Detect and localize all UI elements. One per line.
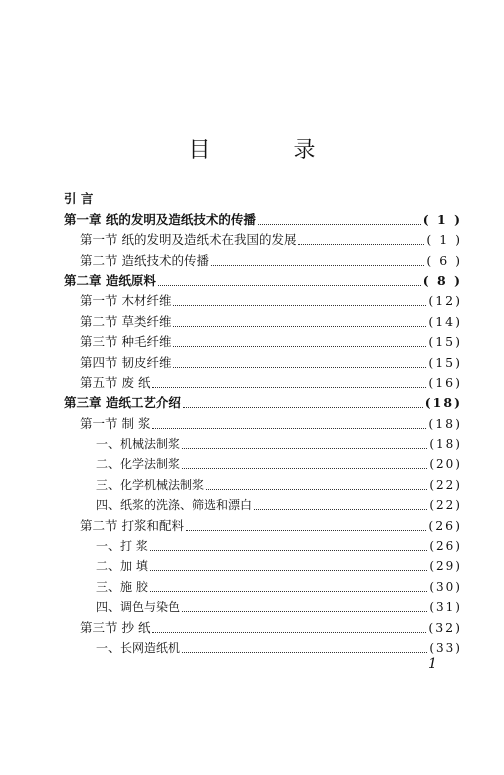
toc-entry-label: 引 言 (64, 191, 94, 207)
toc-entry (64, 269, 462, 289)
toc-entry-page: (22) (429, 498, 462, 513)
toc-entry-label: 第一章 纸的发明及造纸技术的传播 (64, 211, 256, 227)
page-title: 目 录 (188, 138, 354, 163)
dot-leader (206, 489, 427, 490)
toc-entry (64, 207, 462, 227)
toc-entry-label: 第三节 抄 纸 (80, 619, 151, 635)
dot-leader (150, 550, 428, 551)
toc-entry (64, 228, 462, 248)
toc-entry (64, 411, 462, 431)
toc-entry-page: (16) (428, 374, 462, 390)
dot-leader (182, 468, 427, 469)
toc-entry (64, 554, 462, 574)
toc-entry-page: (33) (429, 640, 462, 655)
toc-entry-page: (14) (428, 313, 462, 329)
toc-entry-label: 第四节 韧皮纤维 (80, 354, 172, 370)
toc-entry (64, 493, 462, 513)
toc-entry-page: (26) (428, 517, 462, 533)
dot-leader (150, 591, 428, 592)
dot-leader (173, 305, 426, 306)
toc-entry-label: 第二节 草类纤维 (80, 313, 172, 329)
toc-entry (64, 574, 462, 594)
toc-entry-page: ( 6 ) (426, 252, 462, 268)
toc-entry (64, 350, 462, 370)
toc-entry-page: (18) (428, 415, 462, 431)
toc-entry-page: (18) (429, 437, 462, 452)
dot-leader (173, 326, 426, 327)
toc-entry (64, 330, 462, 350)
toc-entry-label: 第一节 制 浆 (80, 415, 151, 431)
toc-entry-label: 一、长网造纸机 (96, 640, 181, 655)
toc-entry-label: 一、机械法制浆 (96, 437, 181, 452)
dot-leader (152, 632, 426, 633)
dot-leader (258, 224, 421, 225)
toc-entry (64, 432, 462, 452)
toc-entry-label: 第二节 打浆和配料 (80, 517, 184, 533)
dot-leader (152, 428, 426, 429)
toc-entry-label: 第三章 造纸工艺介绍 (64, 395, 181, 411)
toc-entry-label: 四、纸浆的洗涤、筛选和漂白 (96, 498, 253, 513)
toc-entry (64, 391, 462, 411)
dot-leader (152, 387, 426, 388)
toc-entry (64, 452, 462, 472)
toc-entry (64, 513, 462, 533)
toc-entry-page: ( 1 ) (426, 232, 462, 248)
toc-entry-page: (32) (428, 619, 462, 635)
dot-leader (254, 509, 427, 510)
dot-leader (182, 448, 427, 449)
dot-leader (186, 530, 426, 531)
toc-entry-label: 二、加 填 (96, 559, 148, 574)
toc-entry (64, 248, 462, 268)
toc-entry-page: (15) (428, 354, 462, 370)
toc-entry-label: 第五节 废 纸 (80, 374, 151, 390)
toc-entry (64, 595, 462, 615)
dot-leader (298, 244, 424, 245)
toc-entry-page: ( 8 ) (422, 272, 462, 288)
toc-entry-page: ( 1 ) (422, 211, 462, 227)
toc-entry-page: (29) (429, 559, 462, 574)
dot-leader (158, 285, 421, 286)
toc-entry (64, 472, 462, 492)
toc-entry-page: (26) (429, 539, 462, 554)
toc-entry-label: 第一节 木材纤维 (80, 293, 172, 309)
toc-entry (64, 636, 462, 656)
dot-leader (173, 367, 426, 368)
toc-entry (64, 371, 462, 391)
toc-entry-label: 第二节 造纸技术的传播 (80, 252, 209, 268)
toc-entry (64, 534, 462, 554)
table-of-contents (64, 187, 462, 656)
toc-entry-label: 二、化学法制浆 (96, 457, 181, 472)
toc-entry-label: 三、施 胶 (96, 579, 148, 594)
dot-leader (182, 652, 427, 653)
toc-entry-label: 三、化学机械法制浆 (96, 477, 205, 492)
dot-leader (211, 265, 424, 266)
toc-entry-label: 一、打 浆 (96, 539, 148, 554)
toc-entry-page: (15) (428, 334, 462, 350)
toc-entry (64, 309, 462, 329)
toc-entry-label: 第二章 造纸原料 (64, 272, 156, 288)
toc-entry-page: (18) (424, 395, 462, 411)
dot-leader (173, 346, 426, 347)
toc-entry (64, 187, 462, 207)
toc-entry-page: (30) (429, 579, 462, 594)
toc-entry-label: 第一节 纸的发明及造纸术在我国的发展 (80, 232, 297, 248)
toc-entry (64, 615, 462, 635)
dot-leader (182, 611, 427, 612)
toc-entry-page: (12) (428, 293, 462, 309)
dot-leader (150, 570, 428, 571)
toc-entry-label: 第三节 种毛纤维 (80, 334, 172, 350)
dot-leader (183, 407, 423, 408)
toc-entry-page: (20) (429, 457, 462, 472)
toc-entry-page: (31) (429, 600, 462, 615)
toc-entry-label: 四、调色与染色 (96, 600, 181, 615)
toc-entry (64, 289, 462, 309)
toc-entry-page: (22) (429, 477, 462, 492)
page-number: 1 (428, 656, 437, 672)
